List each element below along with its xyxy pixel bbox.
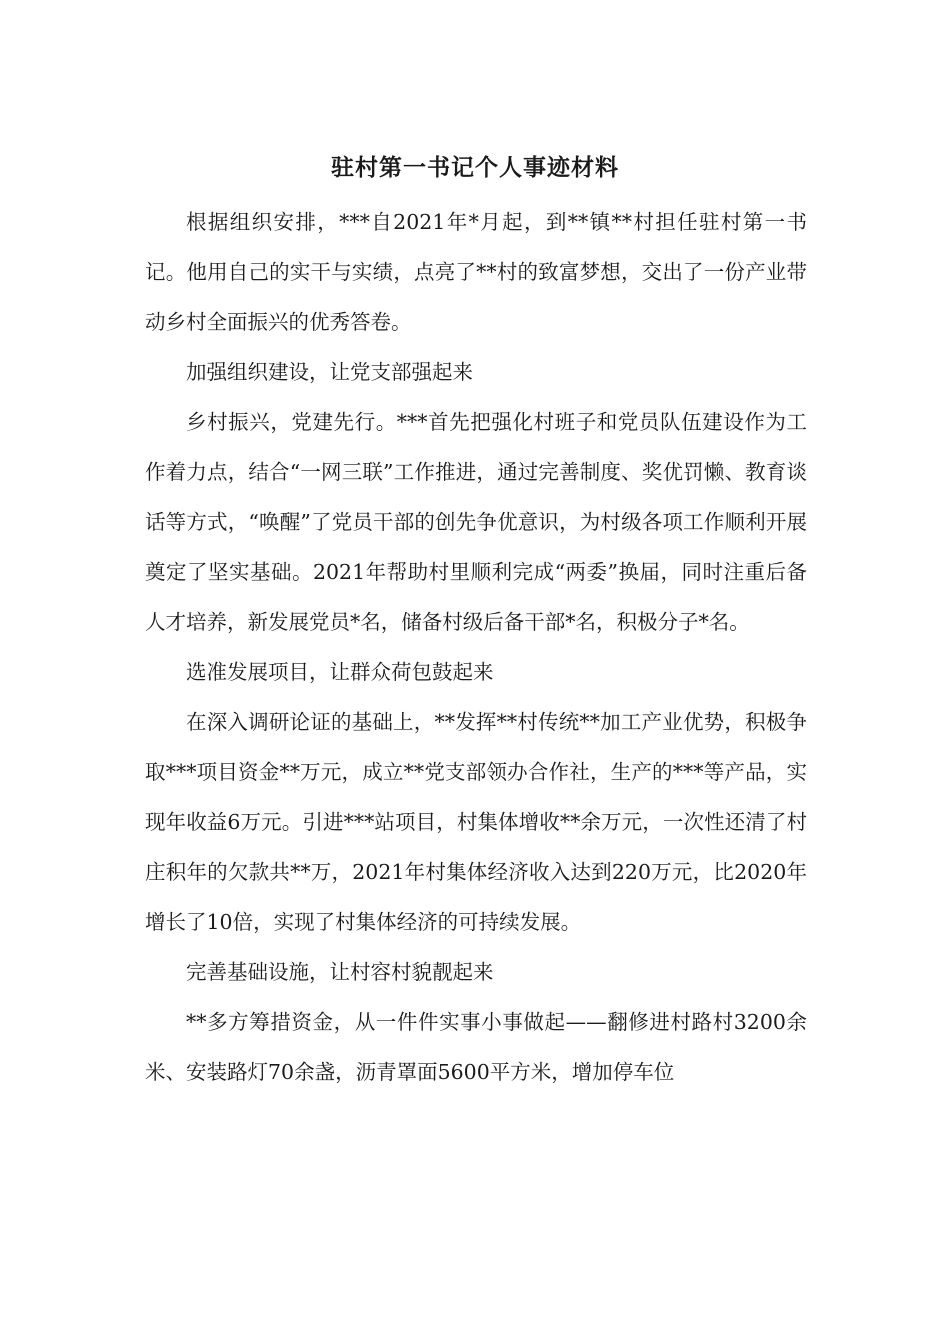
- document-body: [145, 197, 807, 1097]
- section-heading-organization: 加强组织建设，让党支部强起来: [186, 360, 473, 384]
- document-title: 驻村第一书记个人事迹材料: [331, 154, 619, 181]
- section-body-projects: 在深入调研论证的基础上，**发挥**村传统**加工产业优势，积极争取***项目资金**万元，成立**党支部领办合作社，生产的***等产品，实现年收益6万元。引进***站项目，村集体增收**余万元，一次性还清了村庄积年的欠款共**万，2021年村集体经济收入达到220万元，比2020年增长了10倍，实现了村集体经济的可持续发展。: [145, 710, 807, 934]
- section-body-organization: 乡村振兴，党建先行。***首先把强化村班子和党员队伍建设作为工作着力点，结合“一网三联”工作推进，通过完善制度、奖优罚懒、教育谈话等方式，“唤醒”了党员干部的创先争优意识，为村级各项工作顺利开展奠定了坚实基础。2021年帮助村里顺利完成“两委”换届，同时注重后备人才培养，新发展党员*名，储备村级后备干部*名，积极分子*名。: [145, 410, 807, 634]
- intro-paragraph: 根据组织安排，***自2021年*月起，到**镇**村担任驻村第一书记。他用自己的实干与实绩，点亮了**村的致富梦想，交出了一份产业带动乡村全面振兴的优秀答卷。: [145, 210, 807, 334]
- section-body-infrastructure: **多方筹措资金，从一件件实事小事做起——翻修进村路村3200余米、安装路灯70余盏，沥青罩面5600平方米，增加停车位: [145, 1010, 807, 1084]
- section-heading-projects: 选准发展项目，让群众荷包鼓起来: [186, 660, 494, 684]
- section-heading-infrastructure: 完善基础设施，让村容村貌靓起来: [186, 960, 494, 984]
